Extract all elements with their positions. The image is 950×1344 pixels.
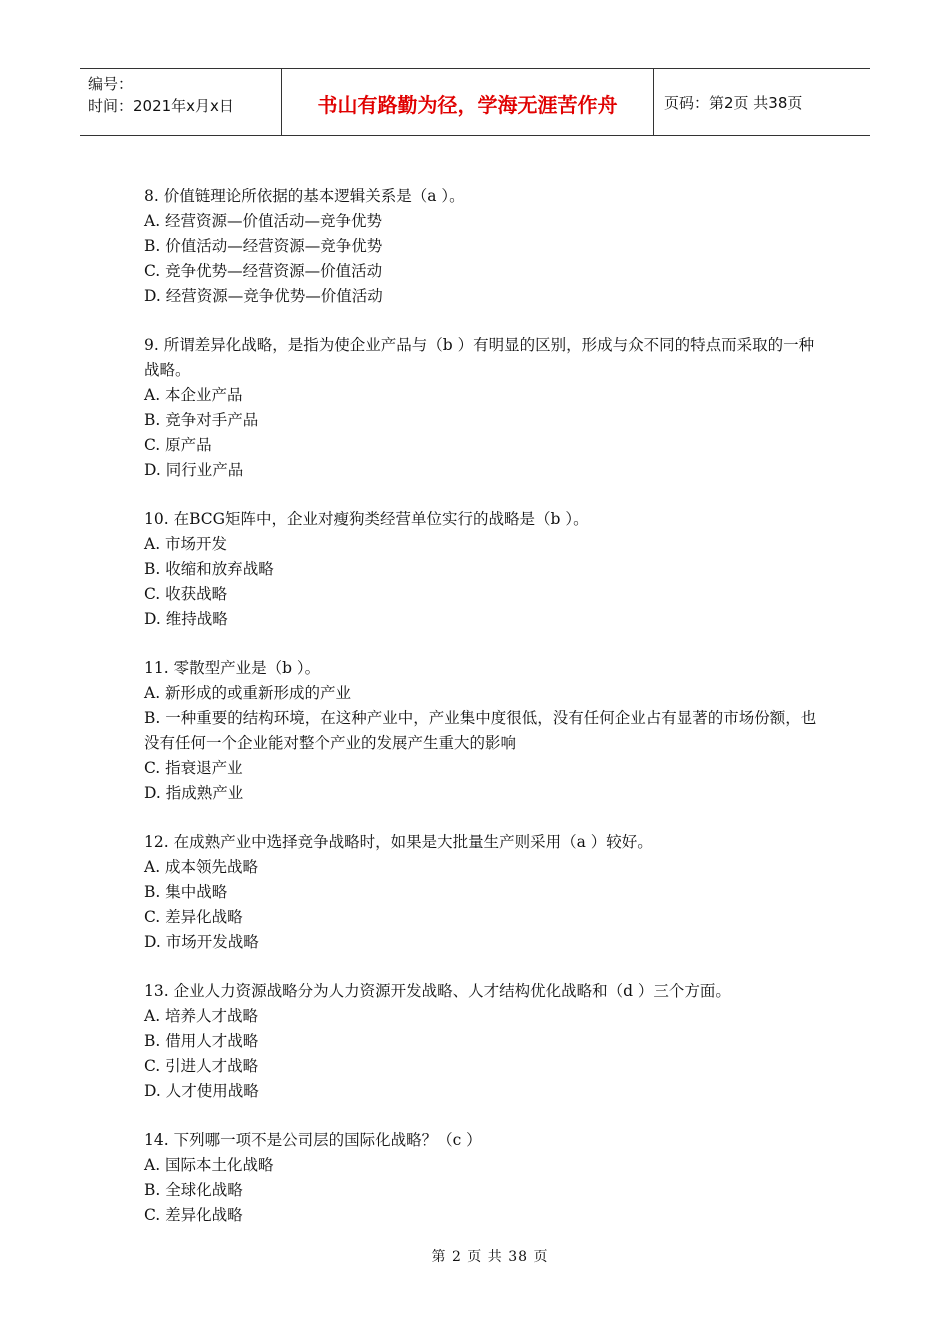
option-a: A. 成本领先战略 [144, 858, 259, 876]
question-9 [144, 333, 824, 483]
option-d: D. 人才使用战略 [144, 1082, 259, 1100]
option-b: B. 竞争对手产品 [144, 411, 259, 429]
option-c: C. 差异化战略 [144, 1206, 243, 1224]
option-a: A. 国际本土化战略 [144, 1156, 274, 1174]
option-a: A. 新形成的或重新形成的产业 [144, 684, 352, 702]
page-header [80, 68, 870, 136]
doc-number-label: 编号： [88, 75, 134, 93]
option-d: D. 维持战略 [144, 610, 228, 628]
question-14 [144, 1128, 824, 1228]
header-page-info: 页码：第2页 共38页 [664, 93, 803, 112]
header-motto: 书山有路勤为径，学海无涯苦作舟 [282, 69, 654, 135]
question-11 [144, 656, 824, 806]
option-d: D. 市场开发战略 [144, 933, 259, 951]
question-13 [144, 979, 824, 1104]
question-8 [144, 184, 824, 309]
option-c: C. 原产品 [144, 436, 212, 454]
option-a: A. 市场开发 [144, 535, 228, 553]
option-a: A. 培养人才战略 [144, 1007, 259, 1025]
option-c: C. 收获战略 [144, 585, 228, 603]
question-list [144, 184, 824, 1252]
question-stem: 8. 价值链理论所依据的基本逻辑关系是（a ）。 [144, 187, 465, 205]
option-a: A. 本企业产品 [144, 386, 243, 404]
doc-time-label: 时间：2021年x月x日 [88, 97, 234, 115]
question-10 [144, 507, 824, 632]
header-meta [80, 69, 282, 135]
option-c: C. 差异化战略 [144, 908, 243, 926]
option-c: C. 指衰退产业 [144, 759, 243, 777]
question-stem: 13. 企业人力资源战略分为人力资源开发战略、人才结构优化战略和（d ）三个方面。 [144, 982, 731, 1000]
question-stem: 14. 下列哪一项不是公司层的国际化战略？（c ） [144, 1131, 482, 1149]
option-b: B. 集中战略 [144, 883, 228, 901]
question-stem: 12. 在成熟产业中选择竞争战略时，如果是大批量生产则采用（a ）较好。 [144, 833, 653, 851]
option-b: B. 全球化战略 [144, 1181, 243, 1199]
option-c: C. 竞争优势—经营资源—价值活动 [144, 262, 383, 280]
option-d: D. 同行业产品 [144, 461, 244, 479]
option-b: B. 收缩和放弃战略 [144, 560, 274, 578]
question-stem: 9. 所谓差异化战略，是指为使企业产品与（b ）有明显的区别，形成与众不同的特点而采取的一种战略。 [144, 336, 815, 379]
option-b: B. 价值活动—经营资源—竞争优势 [144, 237, 383, 255]
question-12 [144, 830, 824, 955]
question-stem: 11. 零散型产业是（b ）。 [144, 659, 321, 677]
question-stem: 10. 在BCG矩阵中，企业对瘦狗类经营单位实行的战略是（b ）。 [144, 510, 589, 528]
option-d: D. 指成熟产业 [144, 784, 244, 802]
option-b: B. 一种重要的结构环境，在这种产业中，产业集中度很低，没有任何企业占有显著的市场份额，也没有任何一个企业能对整个产业的发展产生重大的影响 [144, 709, 817, 752]
option-c: C. 引进人才战略 [144, 1057, 259, 1075]
option-b: B. 借用人才战略 [144, 1032, 259, 1050]
option-a: A. 经营资源—价值活动—竞争优势 [144, 212, 383, 230]
option-d: D. 经营资源—竞争优势—价值活动 [144, 287, 383, 305]
page-footer: 第 2 页 共 38 页 [431, 1249, 549, 1265]
